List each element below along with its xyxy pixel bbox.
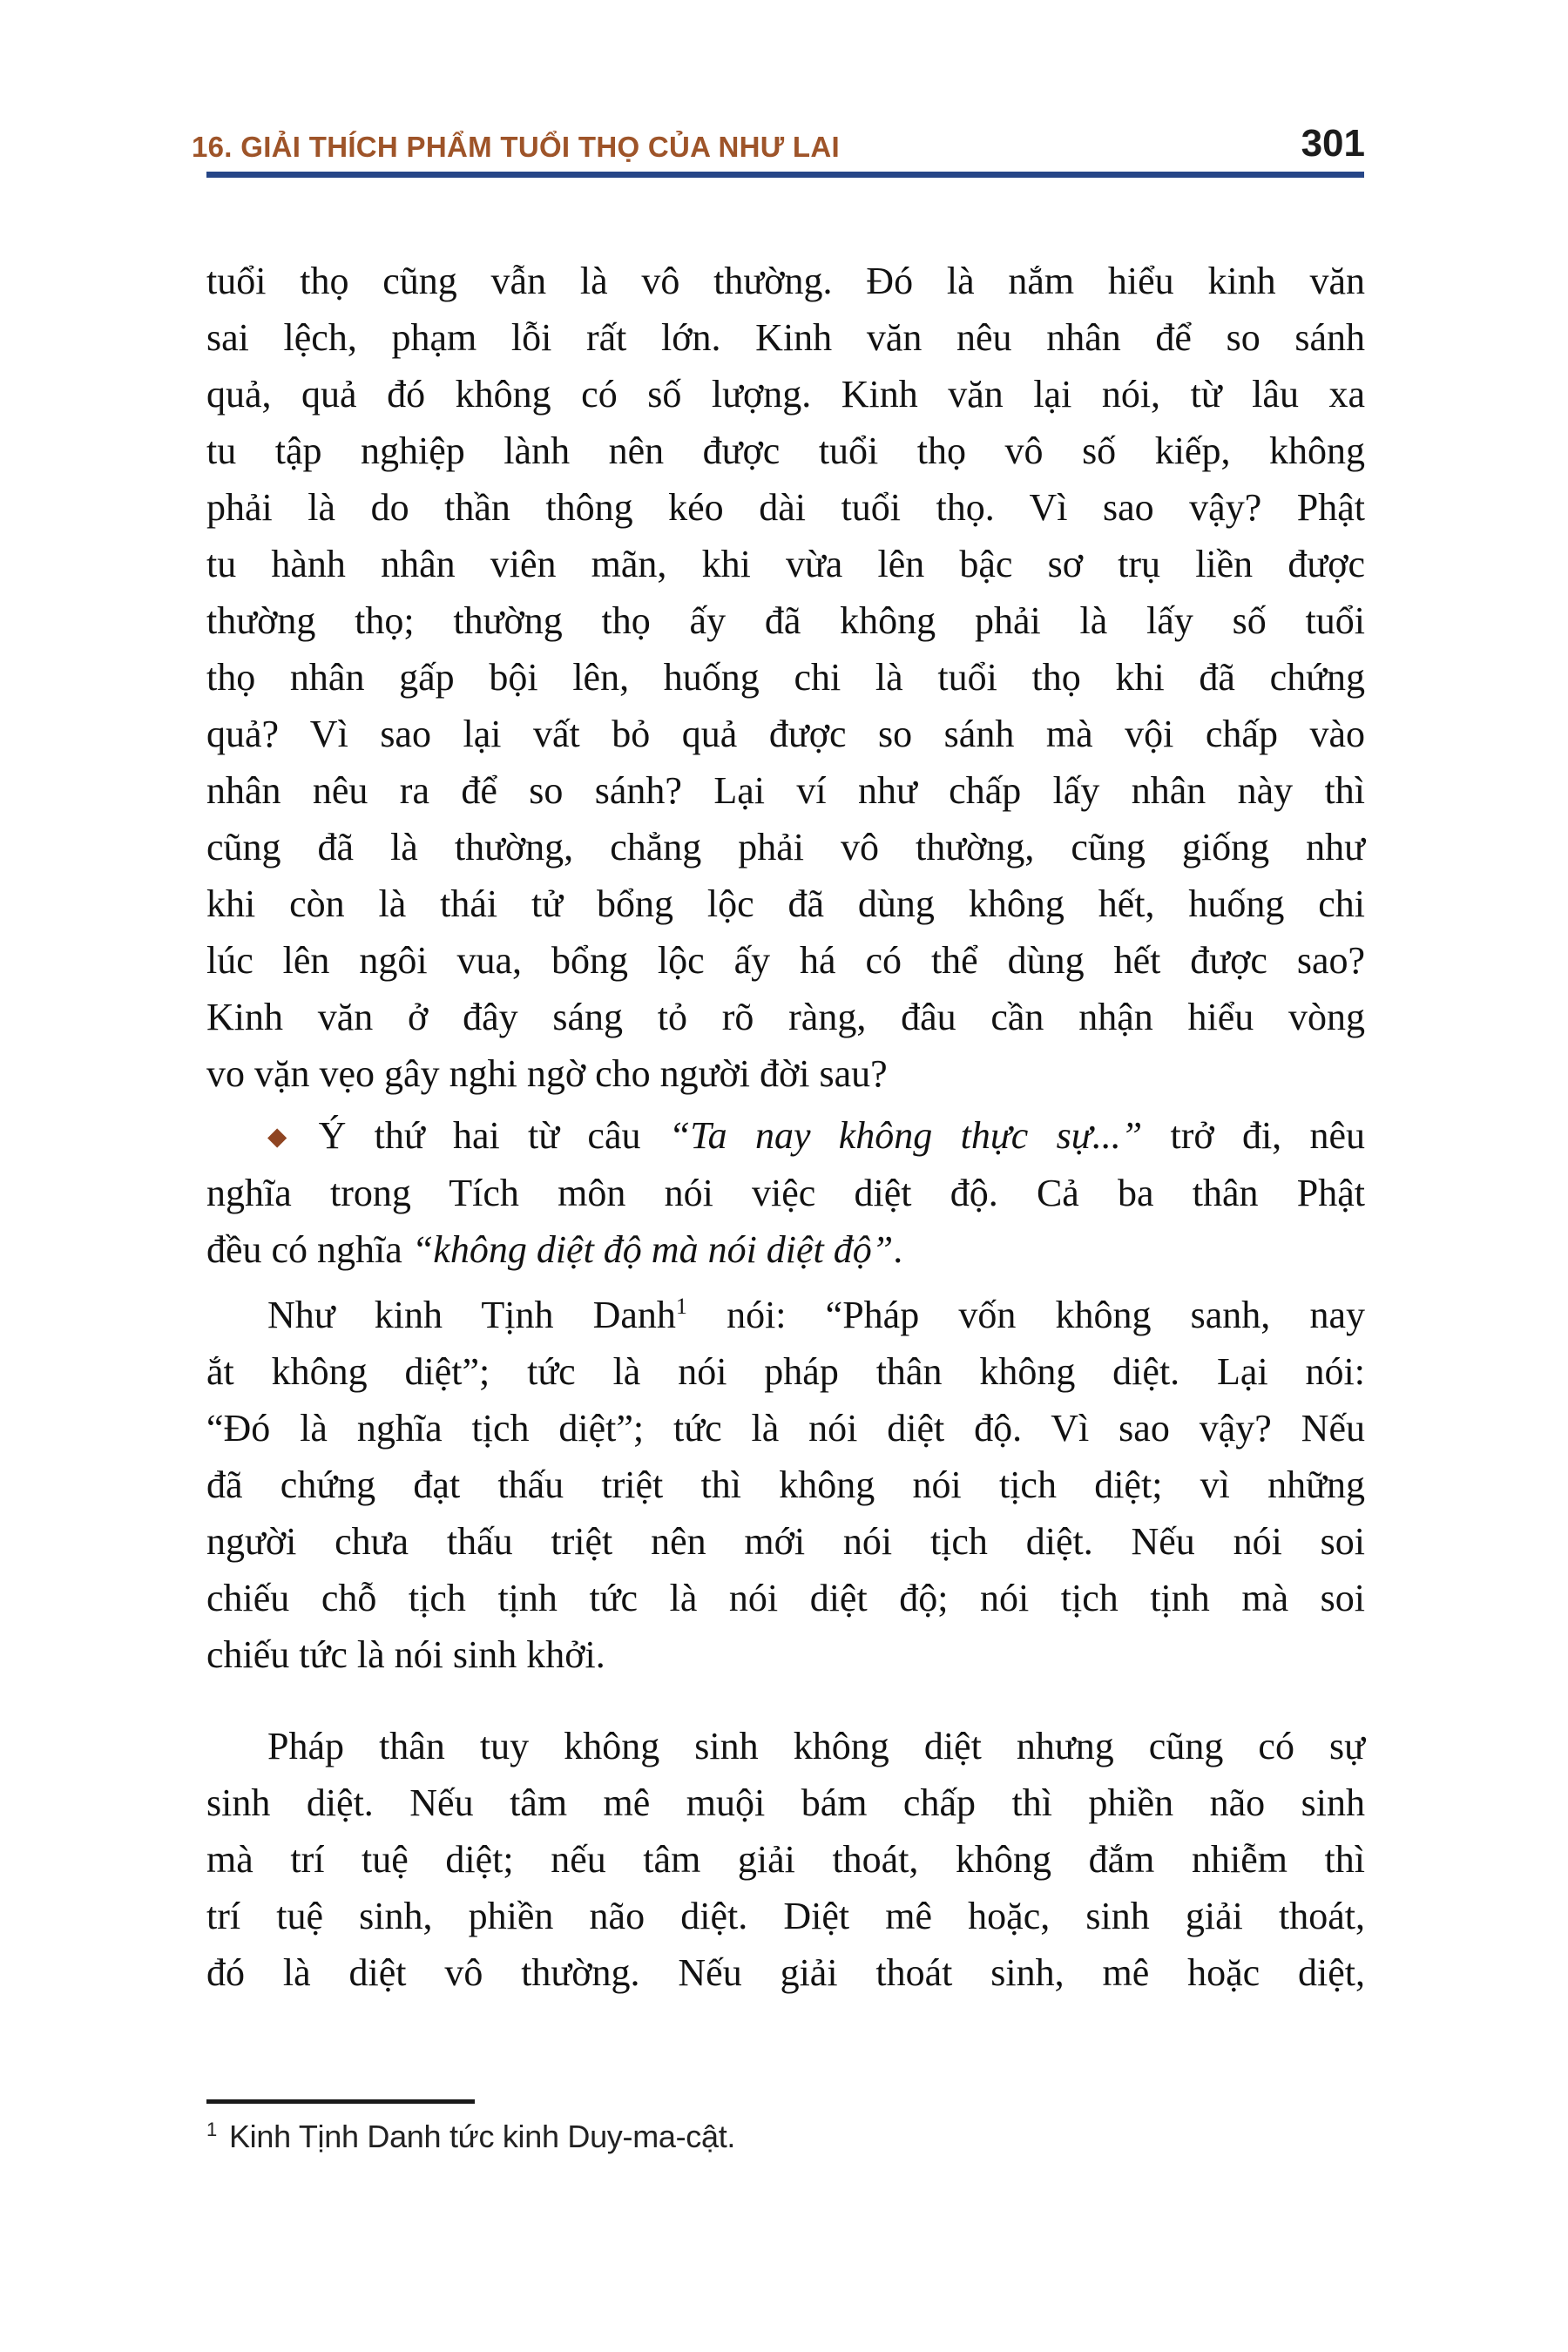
text-line bbox=[206, 989, 1365, 1045]
text-segment: Như kinh Tịnh Danh bbox=[267, 1294, 676, 1336]
text-segment: tuổi thọ cũng vẫn là vô thường. Đó là nắm hiểu kinh văn bbox=[206, 260, 1365, 302]
text-line bbox=[206, 819, 1365, 875]
text-line bbox=[206, 1107, 1365, 1165]
text-segment: sinh diệt. Nếu tâm mê muội bám chấp thì phiền não sinh bbox=[206, 1781, 1365, 1824]
text-segment: đó là diệt vô thường. Nếu giải thoát sinh, mê hoặc diệt, bbox=[206, 1951, 1365, 1994]
text-line bbox=[206, 1513, 1365, 1570]
text-segment: trí tuệ sinh, phiền não diệt. Diệt mê hoặc, sinh giải thoát, bbox=[206, 1895, 1365, 1937]
header-rule bbox=[206, 172, 1364, 178]
text-segment: . bbox=[893, 1228, 903, 1271]
text-line bbox=[206, 1774, 1365, 1831]
text-segment: nói: “Pháp vốn không sanh, nay bbox=[686, 1294, 1365, 1336]
text-line bbox=[206, 1343, 1365, 1400]
text-line bbox=[206, 309, 1365, 366]
text-line bbox=[206, 1221, 1365, 1278]
text-line bbox=[206, 536, 1365, 592]
text-line bbox=[206, 932, 1365, 989]
paragraph bbox=[206, 253, 1365, 1102]
text-line bbox=[206, 762, 1365, 819]
text-line bbox=[206, 1888, 1365, 1944]
text-line bbox=[206, 706, 1365, 762]
text-segment: nhân nêu ra để so sánh? Lại ví như chấp lấy nhân này thì bbox=[206, 769, 1365, 812]
text-segment: tu tập nghiệp lành nên được tuổi thọ vô số kiếp, không bbox=[206, 429, 1365, 472]
text-segment: đã chứng đạt thấu triệt thì không nói tịch diệt; vì những bbox=[206, 1463, 1365, 1506]
text-line bbox=[206, 366, 1365, 422]
text-line bbox=[206, 1045, 1365, 1102]
text-segment: chiếu tức là nói sinh khởi. bbox=[206, 1633, 605, 1676]
paragraph bbox=[206, 1287, 1365, 1683]
text-segment: tu hành nhân viên mãn, khi vừa lên bậc sơ trụ liền được bbox=[206, 543, 1365, 585]
text-line bbox=[206, 875, 1365, 932]
text-line bbox=[206, 479, 1365, 536]
text-segment: đều có nghĩa bbox=[206, 1228, 412, 1271]
text-segment: quả, quả đó không có số lượng. Kinh văn lại nói, từ lâu xa bbox=[206, 373, 1365, 416]
text-segment: mà trí tuệ diệt; nếu tâm giải thoát, không đắm nhiễm thì bbox=[206, 1838, 1365, 1881]
text-line bbox=[206, 422, 1365, 479]
text-line bbox=[206, 1626, 1365, 1683]
text-segment: ắt không diệt”; tức là nói pháp thân không diệt. Lại nói: bbox=[206, 1350, 1365, 1393]
footnote bbox=[206, 2117, 1252, 2157]
text-line bbox=[206, 1165, 1365, 1221]
text-segment: sai lệch, phạm lỗi rất lớn. Kinh văn nêu nhân để so sánh bbox=[206, 316, 1365, 359]
text-segment: quả? Vì sao lại vất bỏ quả được so sánh mà vội chấp vào bbox=[206, 713, 1365, 755]
text-line bbox=[206, 592, 1365, 649]
text-segment: thọ nhân gấp bội lên, huống chi là tuổi thọ khi đã chứng bbox=[206, 656, 1365, 699]
page-number: 301 bbox=[1301, 122, 1365, 165]
text-line bbox=[206, 253, 1365, 309]
text-line bbox=[206, 1287, 1365, 1343]
text-segment: Ý thứ hai từ câu bbox=[318, 1114, 669, 1157]
text-segment: “không diệt độ mà nói diệt độ” bbox=[411, 1228, 894, 1271]
text-segment: cũng đã là thường, chẳng phải vô thường, cũng giống như bbox=[206, 826, 1365, 868]
text-segment: khi còn là thái tử bổng lộc đã dùng không hết, huống chi bbox=[206, 882, 1365, 925]
text-segment: 1 bbox=[675, 1294, 687, 1319]
footnote-marker: 1 bbox=[206, 2119, 217, 2140]
text-line bbox=[206, 1570, 1365, 1626]
text-segment: người chưa thấu triệt nên mới nói tịch diệt. Nếu nói soi bbox=[206, 1520, 1365, 1563]
text-segment: thường thọ; thường thọ ấy đã không phải là lấy số tuổi bbox=[206, 599, 1365, 642]
text-segment: nghĩa trong Tích môn nói việc diệt độ. Cả ba thân Phật bbox=[206, 1172, 1365, 1214]
chapter-title: 16. GIẢI THÍCH PHẨM TUỔI THỌ CỦA NHƯ LAI bbox=[192, 131, 840, 163]
text-line bbox=[206, 1944, 1365, 2001]
text-line bbox=[206, 649, 1365, 706]
text-segment: phải là do thần thông kéo dài tuổi thọ. Vì sao vậy? Phật bbox=[206, 486, 1365, 529]
text-segment: “Đó là nghĩa tịch diệt”; tức là nói diệt độ. Vì sao vậy? Nếu bbox=[206, 1407, 1365, 1450]
text-line bbox=[206, 1400, 1365, 1456]
footnote-separator bbox=[206, 2099, 475, 2104]
footnote-text: Kinh Tịnh Danh tức kinh Duy-ma-cật. bbox=[228, 2119, 736, 2154]
text-segment: vo vặn vẹo gây nghi ngờ cho người đời sau? bbox=[206, 1052, 888, 1095]
text-segment: lúc lên ngôi vua, bổng lộc ấy há có thể dùng hết được sao? bbox=[206, 939, 1365, 982]
paragraph bbox=[206, 1718, 1365, 2001]
text-line bbox=[206, 1831, 1365, 1888]
text-line bbox=[206, 1718, 1365, 1774]
text-segment: Pháp thân tuy không sinh không diệt nhưng cũng có sự bbox=[267, 1725, 1365, 1767]
text-segment: chiếu chỗ tịch tịnh tức là nói diệt độ; nói tịch tịnh mà soi bbox=[206, 1577, 1365, 1619]
diamond-bullet-icon: ◆ bbox=[267, 1121, 306, 1151]
text-segment: Kinh văn ở đây sáng tỏ rõ ràng, đâu cần nhận hiểu vòng bbox=[206, 996, 1365, 1038]
text-segment: trở đi, nêu bbox=[1142, 1114, 1365, 1157]
text-segment: “Ta nay không thực sự...” bbox=[668, 1114, 1143, 1157]
text-line bbox=[206, 1456, 1365, 1513]
body-text bbox=[206, 253, 1365, 2001]
paragraph bbox=[206, 1107, 1365, 1278]
